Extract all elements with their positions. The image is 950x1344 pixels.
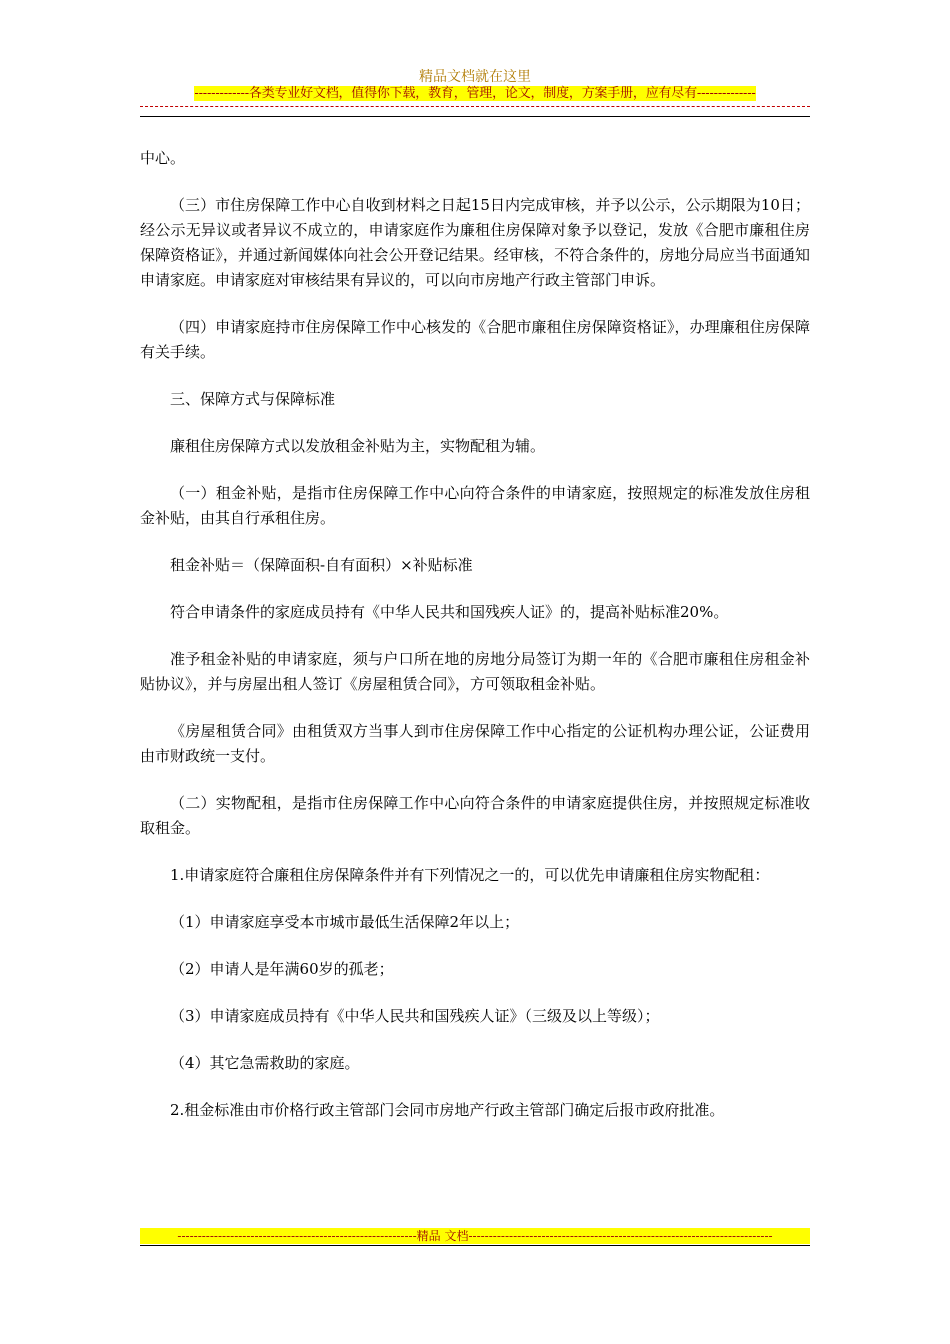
list-item: （3）申请家庭成员持有《中华人民共和国残疾人证》（三级及以上等级）；	[170, 1007, 660, 1025]
paragraph: 准予租金补贴的申请家庭，须与户口所在地的房地分局签订为期一年的《合肥市廉租住房租金补贴协议》，并与房屋出租人签订《房屋租赁合同》，方可领取租金补贴。	[140, 650, 810, 693]
header-subtitle	[140, 82, 810, 101]
paragraph: 符合申请条件的家庭成员持有《中华人民共和国残疾人证》的，提高补贴标准20%。	[170, 603, 729, 621]
list-item: （4）其它急需救助的家庭。	[170, 1054, 360, 1072]
paragraph: （二）实物配租，是指市住房保障工作中心向符合条件的申请家庭提供住房，并按照规定标准收取租金。	[140, 794, 810, 837]
section-heading: 三、保障方式与保障标准	[170, 390, 336, 408]
paragraph: （三）市住房保障工作中心自收到材料之日起15日内完成审核，并予以公示，公示期限为10日；经公示无异议或者异议不成立的，申请家庭作为廉租住房保障对象予以登记，发放《合肥市廉租住房保障资格证》，并通过新闻媒体向社会公开登记结果。经审核，不符合条件的，房地分局应当书面通知申请家庭。申请家庭对审核结果有异议的，可以向市房地产行政主管部门申诉。	[140, 196, 810, 289]
formula: 租金补贴＝（保障面积-自有面积）×补贴标准	[170, 556, 473, 574]
list-item: （2）申请人是年满60岁的孤老；	[170, 960, 394, 978]
header-title: 精品文档就在这里	[419, 69, 531, 85]
paragraph: （一）租金补贴，是指市住房保障工作中心向符合条件的申请家庭，按照规定的标准发放住房租金补贴，由其自行承租住房。	[140, 484, 810, 527]
header-subtitle-text: -------------各类专业好文档，值得你下载，教育，管理，论文，制度，方案手册，应有尽有--------------	[194, 86, 756, 101]
paragraph: （四）申请家庭持市住房保障工作中心核发的《合肥市廉租住房保障资格证》，办理廉租住房保障有关手续。	[140, 318, 810, 361]
paragraph: 中心。	[140, 149, 186, 167]
header-dashed-divider	[140, 106, 810, 107]
page-footer: -----------------------------------------------------------精品 文档---------------------------------------------------------------------------	[140, 1228, 810, 1244]
header-solid-divider	[140, 116, 810, 117]
paragraph: 1.申请家庭符合廉租住房保障条件并有下列情况之一的，可以优先申请廉租住房实物配租：	[170, 866, 770, 884]
footer-divider	[140, 1245, 810, 1246]
list-item: （1）申请家庭享受本市城市最低生活保障2年以上；	[170, 913, 520, 931]
paragraph: 2.租金标准由市价格行政主管部门会同市房地产行政主管部门确定后报市政府批准。	[170, 1101, 725, 1119]
paragraph: 廉租住房保障方式以发放租金补贴为主，实物配租为辅。	[170, 437, 546, 455]
document-body	[140, 146, 810, 1145]
paragraph: 《房屋租赁合同》由租赁双方当事人到市住房保障工作中心指定的公证机构办理公证，公证费用由市财政统一支付。	[140, 722, 810, 765]
